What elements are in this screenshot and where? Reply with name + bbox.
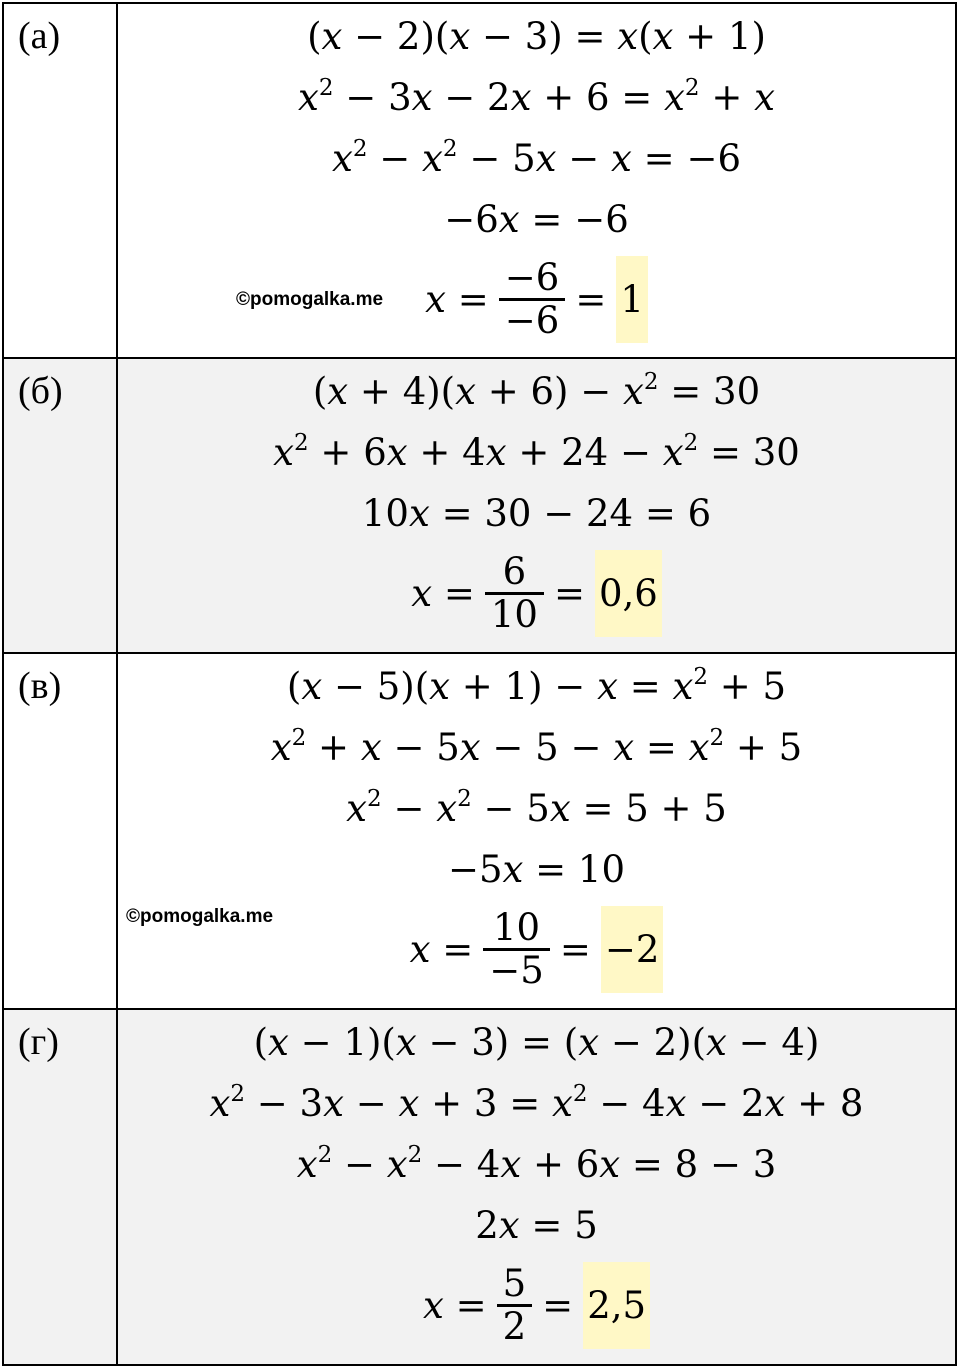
answer-highlight: 0,6 bbox=[595, 550, 662, 637]
equation-line: (x − 2)(x − 3) = x(x + 1) bbox=[307, 15, 766, 58]
equation-line: (x − 1)(x − 3) = (x − 2)(x − 4) bbox=[253, 1021, 820, 1064]
equation-line: 10x = 30 − 24 = 6 bbox=[361, 492, 712, 535]
final-equation: x = $\frac{-6}{-6}$ = 1 bbox=[118, 250, 955, 348]
fraction: $\frac{10}{-5}$ bbox=[483, 908, 550, 991]
answer-highlight: −2 bbox=[601, 906, 664, 993]
problem-row-b bbox=[3, 358, 956, 653]
equation-line: $x^2 - 3x - 2x + 6 = x^2 + x$ bbox=[298, 75, 775, 119]
solution-cell bbox=[117, 653, 956, 1009]
answer-highlight: 1 bbox=[616, 256, 648, 343]
equation-line: 2x = 5 bbox=[475, 1204, 598, 1247]
equation-line: $x^2 - x^2 - 5x = 5 + 5$ bbox=[346, 786, 727, 830]
final-equation: x = $\frac{5}{2}$ = 2,5 bbox=[118, 1256, 955, 1354]
problem-row-a bbox=[3, 3, 956, 358]
equation-line: $(x + 4)(x + 6) - x^2 = 30$ bbox=[312, 369, 761, 413]
problem-label: (в) bbox=[3, 653, 117, 1009]
equation-line: −6x = −6 bbox=[444, 198, 629, 241]
problem-label: (б) bbox=[3, 358, 117, 653]
problem-label: (г) bbox=[3, 1009, 117, 1365]
equation-line: $x^2 - 3x - x + 3 = x^2 - 4x - 2x + 8$ bbox=[209, 1081, 864, 1125]
equation-line: $x^2 + 6x + 4x + 24 - x^2 = 30$ bbox=[273, 430, 800, 474]
watermark: ©pomogalka.me bbox=[126, 906, 274, 927]
answer-highlight: 2,5 bbox=[583, 1262, 650, 1349]
equation-line: $x^2 - x^2 - 5x - x = -6$ bbox=[332, 136, 741, 180]
solution-cell bbox=[117, 358, 956, 653]
watermark: ©pomogalka.me bbox=[236, 289, 384, 310]
fraction: $\frac{-6}{-6}$ bbox=[499, 258, 566, 341]
equation-line: $(x - 5)(x + 1) - x = x^2 + 5$ bbox=[286, 664, 787, 708]
equation-line: $x^2 - x^2 - 4x + 6x = 8 - 3$ bbox=[296, 1142, 777, 1186]
problem-row-v bbox=[3, 653, 956, 1009]
solutions-table bbox=[2, 2, 957, 1366]
equation-line: $x^2 + x - 5x - 5 - x = x^2 + 5$ bbox=[270, 725, 803, 769]
final-equation: x = $\frac{10}{-5}$ = −2 bbox=[118, 900, 955, 998]
problem-label: (а) bbox=[3, 3, 117, 358]
solution-cell bbox=[117, 1009, 956, 1365]
final-equation: x = $\frac{6}{10}$ = 0,6 bbox=[118, 544, 955, 642]
solution-cell bbox=[117, 3, 956, 358]
fraction: $\frac{5}{2}$ bbox=[497, 1264, 533, 1347]
equation-line: −5x = 10 bbox=[447, 848, 626, 891]
fraction: $\frac{6}{10}$ bbox=[485, 552, 544, 635]
problem-row-g bbox=[3, 1009, 956, 1365]
